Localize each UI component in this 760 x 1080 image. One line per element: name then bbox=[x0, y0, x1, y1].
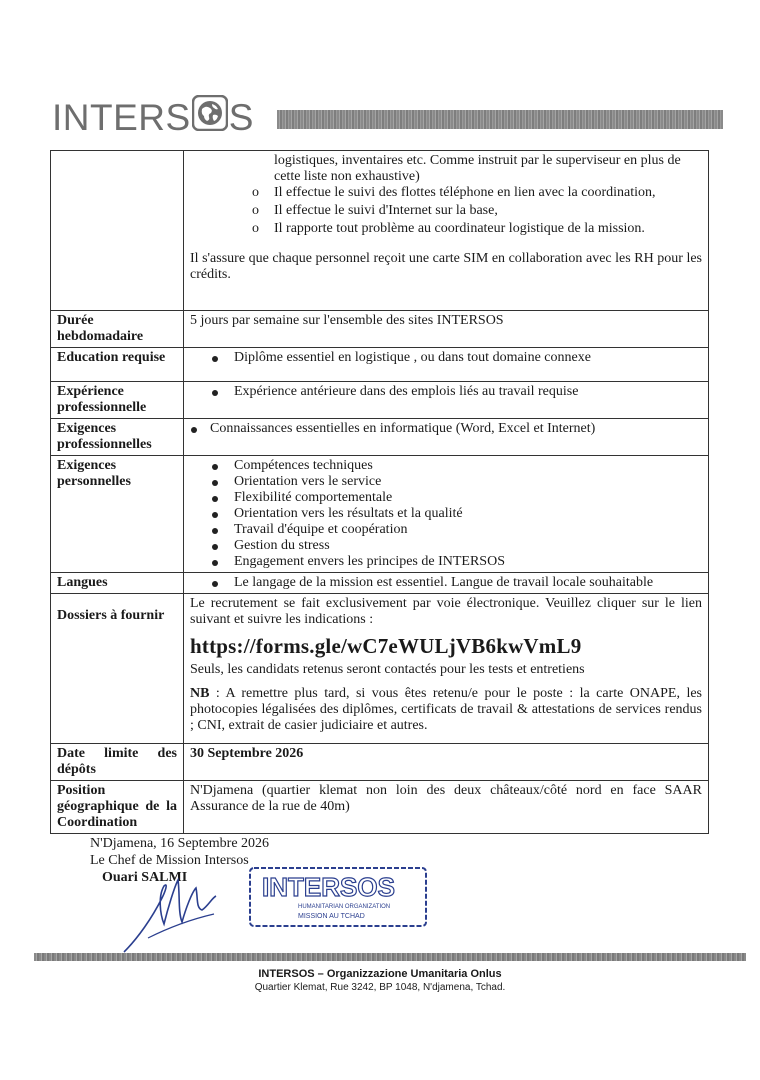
row-value bbox=[184, 456, 709, 573]
footer-address: Quartier Klemat, Rue 3242, BP 1048, N'djamena, Tchad. bbox=[254, 982, 506, 993]
list-item: Gestion du stress bbox=[190, 538, 702, 554]
row-value: 5 jours par semaine sur l'ensemble des sites INTERSOS bbox=[184, 311, 709, 348]
table-row bbox=[51, 781, 709, 834]
bullet-icon bbox=[212, 464, 218, 470]
table-row bbox=[51, 594, 709, 744]
row-value: N'Djamena (quartier klemat non loin des deux châteaux/côté nord en face SAAR Assurance de la rue de 40m) bbox=[184, 781, 709, 834]
footer-bar bbox=[34, 953, 746, 961]
row-label: Durée hebdomadaire bbox=[51, 311, 184, 348]
handwritten-signature bbox=[118, 868, 238, 958]
table-row bbox=[51, 456, 709, 573]
list-item: Orientation vers le service bbox=[190, 474, 702, 490]
bullet-icon bbox=[212, 496, 218, 502]
list-item: Flexibilité comportementale bbox=[190, 490, 702, 506]
nb-label: NB bbox=[190, 686, 210, 701]
globe-icon bbox=[192, 95, 228, 141]
circle-bullet-icon: o bbox=[252, 185, 259, 200]
list-item: Diplôme essentiel en logistique , ou dans tout domaine connexe bbox=[190, 350, 702, 366]
list-item: Connaissances essentielles en informatique (Word, Excel et Internet) bbox=[190, 421, 702, 437]
row-label: Langues bbox=[51, 573, 184, 594]
list-item: Compétences techniques bbox=[190, 458, 702, 474]
bullet-icon bbox=[191, 427, 197, 433]
signatory-title: Le Chef de Mission Intersos bbox=[90, 853, 249, 868]
table-row bbox=[51, 382, 709, 419]
nb-note bbox=[190, 686, 702, 734]
list-item: Expérience antérieure dans des emplois liés au travail requise bbox=[190, 384, 702, 400]
list-item: o Il effectue le suivi des flottes téléphone en lien avec la coordination, bbox=[252, 185, 656, 200]
sim-card-note: Il s'assure que chaque personnel reçoit une carte SIM en collaboration avec les RH pour les crédits. bbox=[190, 251, 702, 282]
row-label: Date limite des dépôts bbox=[51, 744, 184, 781]
row-label: Exigences professionnelles bbox=[51, 419, 184, 456]
list-item: logistiques, inventaires etc. Comme instruit par le superviseur en plus de cette liste non exhaustive) bbox=[274, 153, 681, 184]
table-row bbox=[51, 311, 709, 348]
bullet-icon bbox=[212, 356, 218, 362]
list-item: o Il effectue le suivi d'Internet sur la base, bbox=[252, 203, 498, 218]
circle-bullet-icon: o bbox=[252, 203, 259, 218]
row-label: Education requise bbox=[51, 348, 184, 382]
bullet-icon bbox=[212, 390, 218, 396]
nb-text: : A remettre plus tard, si vous êtes retenu/e pour le poste : la carte ONAPE, les photocopies légalisées des diplômes, certificats de travail & attestations de services rendus ; CNI, extrait de casier judiciaire et autres. bbox=[190, 686, 702, 733]
signatory-name: Ouari SALMI bbox=[102, 870, 188, 885]
logo-text-right: S bbox=[228, 97, 254, 138]
table-row bbox=[51, 744, 709, 781]
table-row bbox=[51, 573, 709, 594]
application-link[interactable]: https://forms.gle/wC7eWULjVB6kwVmL9 bbox=[190, 634, 582, 658]
bullet-icon bbox=[212, 544, 218, 550]
deadline-value: 30 Septembre 2026 bbox=[184, 744, 709, 781]
letterhead bbox=[52, 96, 722, 140]
row-value bbox=[184, 594, 709, 744]
circle-bullet-icon: o bbox=[252, 221, 259, 236]
bullet-icon bbox=[212, 581, 218, 587]
list-item: Le langage de la mission est essentiel. Langue de travail locale souhaitable bbox=[190, 575, 702, 591]
stamp-line1: HUMANITARIAN ORGANIZATION bbox=[298, 904, 391, 910]
application-intro: Le recrutement se fait exclusivement par voie électronique. Veuillez cliquer sur le lien suivant et suivre les indications : bbox=[190, 596, 702, 627]
row-label: Position géographique de la Coordination bbox=[51, 781, 184, 834]
footer-organization: INTERSOS – Organizzazione Umanitaria Onlus bbox=[258, 968, 502, 980]
bullet-icon bbox=[212, 512, 218, 518]
header-bar bbox=[277, 110, 723, 129]
empty-label-cell bbox=[51, 151, 184, 311]
stamp-brand: INTERSOS bbox=[262, 872, 395, 902]
row-value bbox=[184, 382, 709, 419]
table-row bbox=[51, 419, 709, 456]
list-item: Engagement envers les principes de INTERSOS bbox=[190, 554, 702, 570]
row-value bbox=[184, 573, 709, 594]
row-label: Exigences personnelles bbox=[51, 456, 184, 573]
bullet-icon bbox=[212, 480, 218, 486]
row-value bbox=[184, 348, 709, 382]
bullet-icon bbox=[212, 528, 218, 534]
continuation-list bbox=[190, 153, 702, 237]
intersos-logo bbox=[52, 96, 254, 141]
logo-text-left: INTERS bbox=[52, 97, 191, 138]
list-item: Orientation vers les résultats et la qualité bbox=[190, 506, 702, 522]
place-date: N'Djamena, 16 Septembre 2026 bbox=[90, 836, 270, 851]
list-item: o Il rapporte tout problème au coordinateur logistique de la mission. bbox=[252, 221, 645, 236]
stamp-line2: MISSION AU TCHAD bbox=[298, 913, 365, 920]
organization-stamp bbox=[248, 866, 428, 928]
job-details-table bbox=[50, 150, 709, 834]
list-item: Travail d'équipe et coopération bbox=[190, 522, 702, 538]
table-row bbox=[51, 151, 709, 311]
row-value bbox=[184, 419, 709, 456]
table-row bbox=[51, 348, 709, 382]
responsibilities-continuation bbox=[184, 151, 709, 311]
row-label: Dossiers à fournir bbox=[51, 594, 184, 744]
row-label: Expérience professionnelle bbox=[51, 382, 184, 419]
bullet-icon bbox=[212, 560, 218, 566]
selection-notice: Seuls, les candidats retenus seront contactés pour les tests et entretiens bbox=[190, 662, 585, 677]
